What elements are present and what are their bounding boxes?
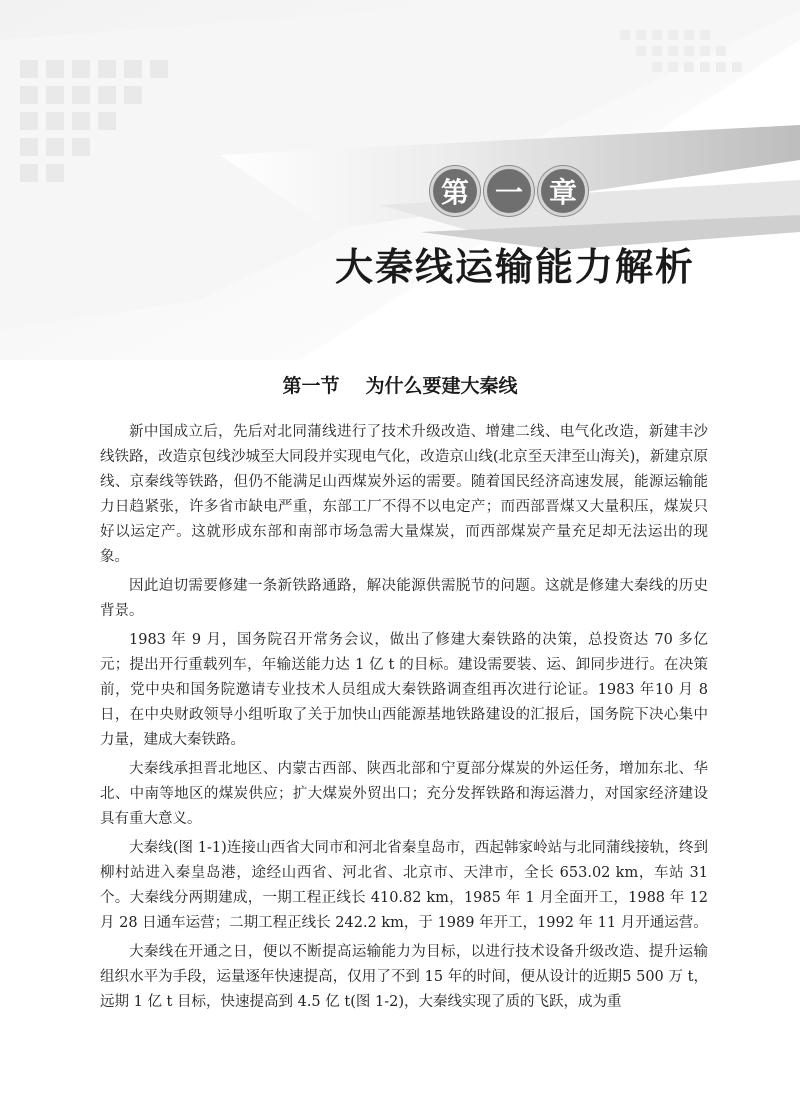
chapter-label-char: 第 xyxy=(430,166,480,216)
paragraph: 大秦线在开通之日，便以不断提高运输能力为目标，以进行技术设备升级改造、提升运输组织水平为手段，运量逐年快速提高，仅用了不到 15 年的时间，便从设计的近期5 500 万 t，远期 1 亿 t 目标，快速提高到 4.5 亿 t(图 1-2)，大秦线实现了质的飞跃，成为重 xyxy=(100,944,708,1010)
chapter-label-char: 一 xyxy=(484,166,534,216)
paragraph: 1983 年 9 月，国务院召开常务会议，做出了修建大秦铁路的决策，总投资达 70 多亿元；提出开行重载列车，年输送能力达 1 亿 t 的目标。建设需要装、运、卸同步进行。在决策前，党中央和国务院邀请专业技术人员组成大秦铁路调查组再次进行论证。1983 年10 月 8 日，在中央财政领导小组听取了关于加快山西能源基地铁路建设的汇报后，国务院下决心集中力量，建成大秦铁路。 xyxy=(100,632,708,748)
paragraph: 因此迫切需要修建一条新铁路通路，解决能源供需脱节的问题。这就是修建大秦线的历史背景。 xyxy=(100,578,708,619)
paragraph: 新中国成立后，先后对北同蒲线进行了技术升级改造、增建二线、电气化改造，新建丰沙线铁路，改造京包线沙城至大同段并实现电气化，改造京山线(北京至天津至山海关)，新建京原线、京秦线等铁路，但仍不能满足山西煤炭外运的需要。随着国民经济高速发展，能源运输能力日趋紧张，许多省市缺电严重，东部工厂不得不以电定产；而西部晋煤又大量积压，煤炭只好以运定产。这就形成东部和南部市场急需大量煤炭，而西部煤炭产量充足却无法运出的现象。 xyxy=(100,424,708,565)
section-number: 第一节 xyxy=(282,375,340,397)
chapter-title: 大秦线运输能力解析 xyxy=(334,245,695,289)
chapter-label-char: 章 xyxy=(538,166,588,216)
body-text xyxy=(100,420,708,1019)
paragraph: 大秦线承担晋北地区、内蒙古西部、陕西北部和宁夏部分煤炭的外运任务，增加东北、华北、中南等地区的煤炭供应；扩大煤炭外贸出口；充分发挥铁路和海运潜力，对国家经济建设具有重大意义。 xyxy=(100,761,708,827)
paragraph: 大秦线(图 1-1)连接山西省大同市和河北省秦皇岛市，西起韩家岭站与北同蒲线接轨，终到柳村站进入秦皇岛港，途经山西省、河北省、北京市、天津市，全长 653.02 km，车站 31 个。大秦线分两期建成，一期工程正线长 410.82 km，1985 年 1 月全面开工，1988 年 12 月 28 日通车运营；二期工程正线长 242.2 km，于 1989 年开工，1992 年 11 月开通运营。 xyxy=(100,840,708,931)
header-background-graphic xyxy=(0,0,800,360)
section-heading xyxy=(0,371,800,398)
section-title: 为什么要建大秦线 xyxy=(365,375,518,397)
chapter-label xyxy=(430,166,588,216)
